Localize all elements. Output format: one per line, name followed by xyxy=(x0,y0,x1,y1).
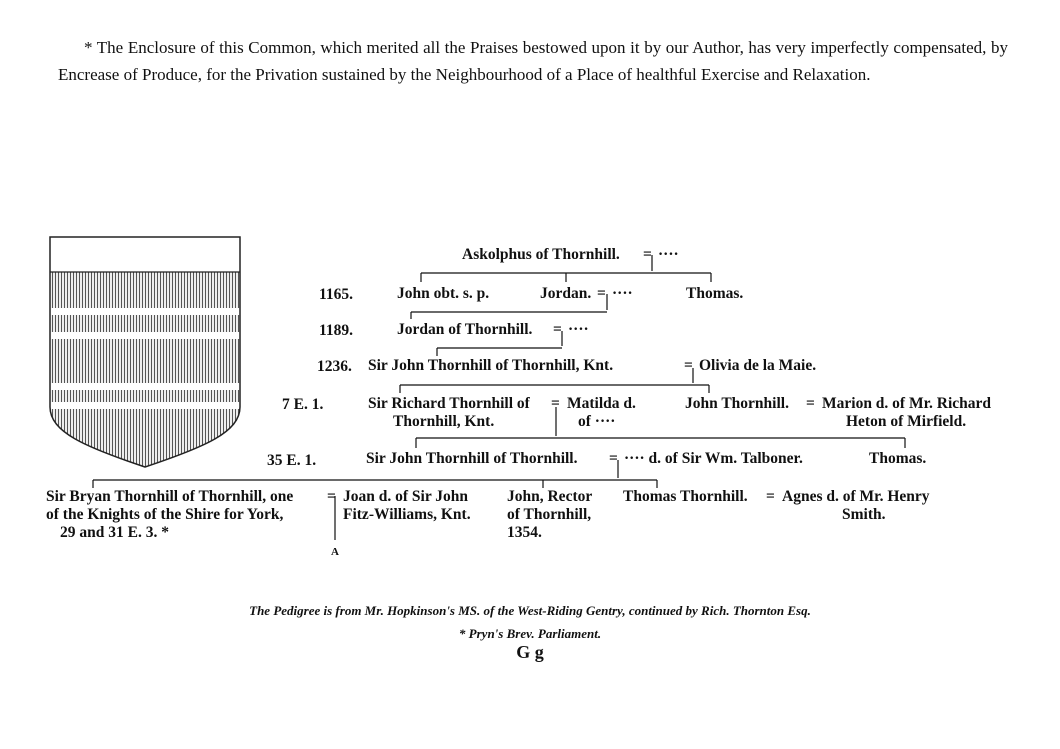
gen6-child-3-spouse-line1: Agnes d. of Mr. Henry xyxy=(782,488,930,505)
gen6-child-2-line3: 1354. xyxy=(507,524,542,541)
gen5-child-2: Thomas. xyxy=(869,450,927,467)
gen3-spouse: Olivia de la Maie. xyxy=(699,357,817,374)
gen4-child-1-line1: Sir Richard Thornhill of xyxy=(368,395,530,412)
gen4-child-1-line2: Thornhill, Knt. xyxy=(393,413,495,430)
footnote-text: The Enclosure of this Common, which merited all the Praises bestowed upon it by our Author, has very imperfectly compensated, by Encrease of Produce, for the Privation sustained by the Neighbourhood of a Place of healthful Exercise and Relaxation. xyxy=(58,38,1008,84)
gen6-child-2-line1: John, Rector xyxy=(507,488,593,505)
gen6-child-1-line2: of the Knights of the Shire for York, xyxy=(46,506,284,523)
gen1-child-2: Jordan. xyxy=(540,285,592,302)
gen1-marriage-mark: = xyxy=(597,285,606,302)
gen4-child-1-spouse-line2: of ···· xyxy=(578,413,616,430)
gen6-child-1-spouse-line2: Fitz-Williams, Knt. xyxy=(343,506,471,523)
gen6-child-2-line2: of Thornhill, xyxy=(507,506,592,523)
gen2-name: Jordan of Thornhill. xyxy=(397,321,533,338)
gen5-marriage-mark: = xyxy=(609,450,618,467)
gen2-year: 1189. xyxy=(319,322,354,339)
gen3-name: Sir John Thornhill of Thornhill, Knt. xyxy=(368,357,614,374)
gen4-child-1-spouse-line1: Matilda d. xyxy=(567,395,636,412)
gen1-child-3: Thomas. xyxy=(686,285,744,302)
gen3-year: 1236. xyxy=(317,358,352,375)
gen1-child-2-spouse: ···· xyxy=(612,285,633,302)
gen6-child-3: Thomas Thornhill. xyxy=(623,488,748,505)
gen4-child-2: John Thornhill. xyxy=(685,395,789,412)
gen2-marriage-mark: = xyxy=(553,321,562,338)
gen5-year: 35 E. 1. xyxy=(267,452,317,469)
gen4-child-2-spouse-line1: Marion d. of Mr. Richard xyxy=(822,395,992,412)
gen4-child-2-spouse-line2: Heton of Mirfield. xyxy=(846,413,967,430)
gen1-year: 1165. xyxy=(319,286,354,303)
parliament-note: * Pryn's Brev. Parliament. xyxy=(458,626,602,641)
gen0-marriage-mark: = xyxy=(643,246,652,263)
gen5-spouse: ···· d. of Sir Wm. Talboner. xyxy=(624,450,803,467)
footnote-marker: * xyxy=(84,38,93,57)
gen2-spouse: ···· xyxy=(568,321,589,338)
gen6-child-3-spouse-line2: Smith. xyxy=(842,506,886,523)
gen6-child-1-line3: 29 and 31 E. 3. * xyxy=(60,524,169,541)
gen5-name: Sir John Thornhill of Thornhill. xyxy=(366,450,578,467)
gen6-issue-mark: A xyxy=(331,546,339,558)
gen0-name: Askolphus of Thornhill. xyxy=(462,246,620,263)
gen6-child-1-spouse-line1: Joan d. of Sir John xyxy=(343,488,469,505)
gen6-marriage-mark-1: = xyxy=(327,488,336,505)
gen4-year: 7 E. 1. xyxy=(282,396,324,413)
signature-mark: G g xyxy=(516,642,544,662)
gen6-marriage-mark-2: = xyxy=(766,488,775,505)
pedigree-source-note: The Pedigree is from Mr. Hopkinson's MS. of the West-Riding Gentry, continued by Rich. Thornton Esq. xyxy=(249,603,811,618)
gen0-spouse: ···· xyxy=(658,246,679,263)
gen1-child-1: John obt. s. p. xyxy=(397,285,490,302)
gen4-marriage-mark-1: = xyxy=(551,395,560,412)
gen6-child-1-line1: Sir Bryan Thornhill of Thornhill, one xyxy=(46,488,294,505)
gen3-marriage-mark: = xyxy=(684,357,693,374)
gen4-marriage-mark-2: = xyxy=(806,395,815,412)
